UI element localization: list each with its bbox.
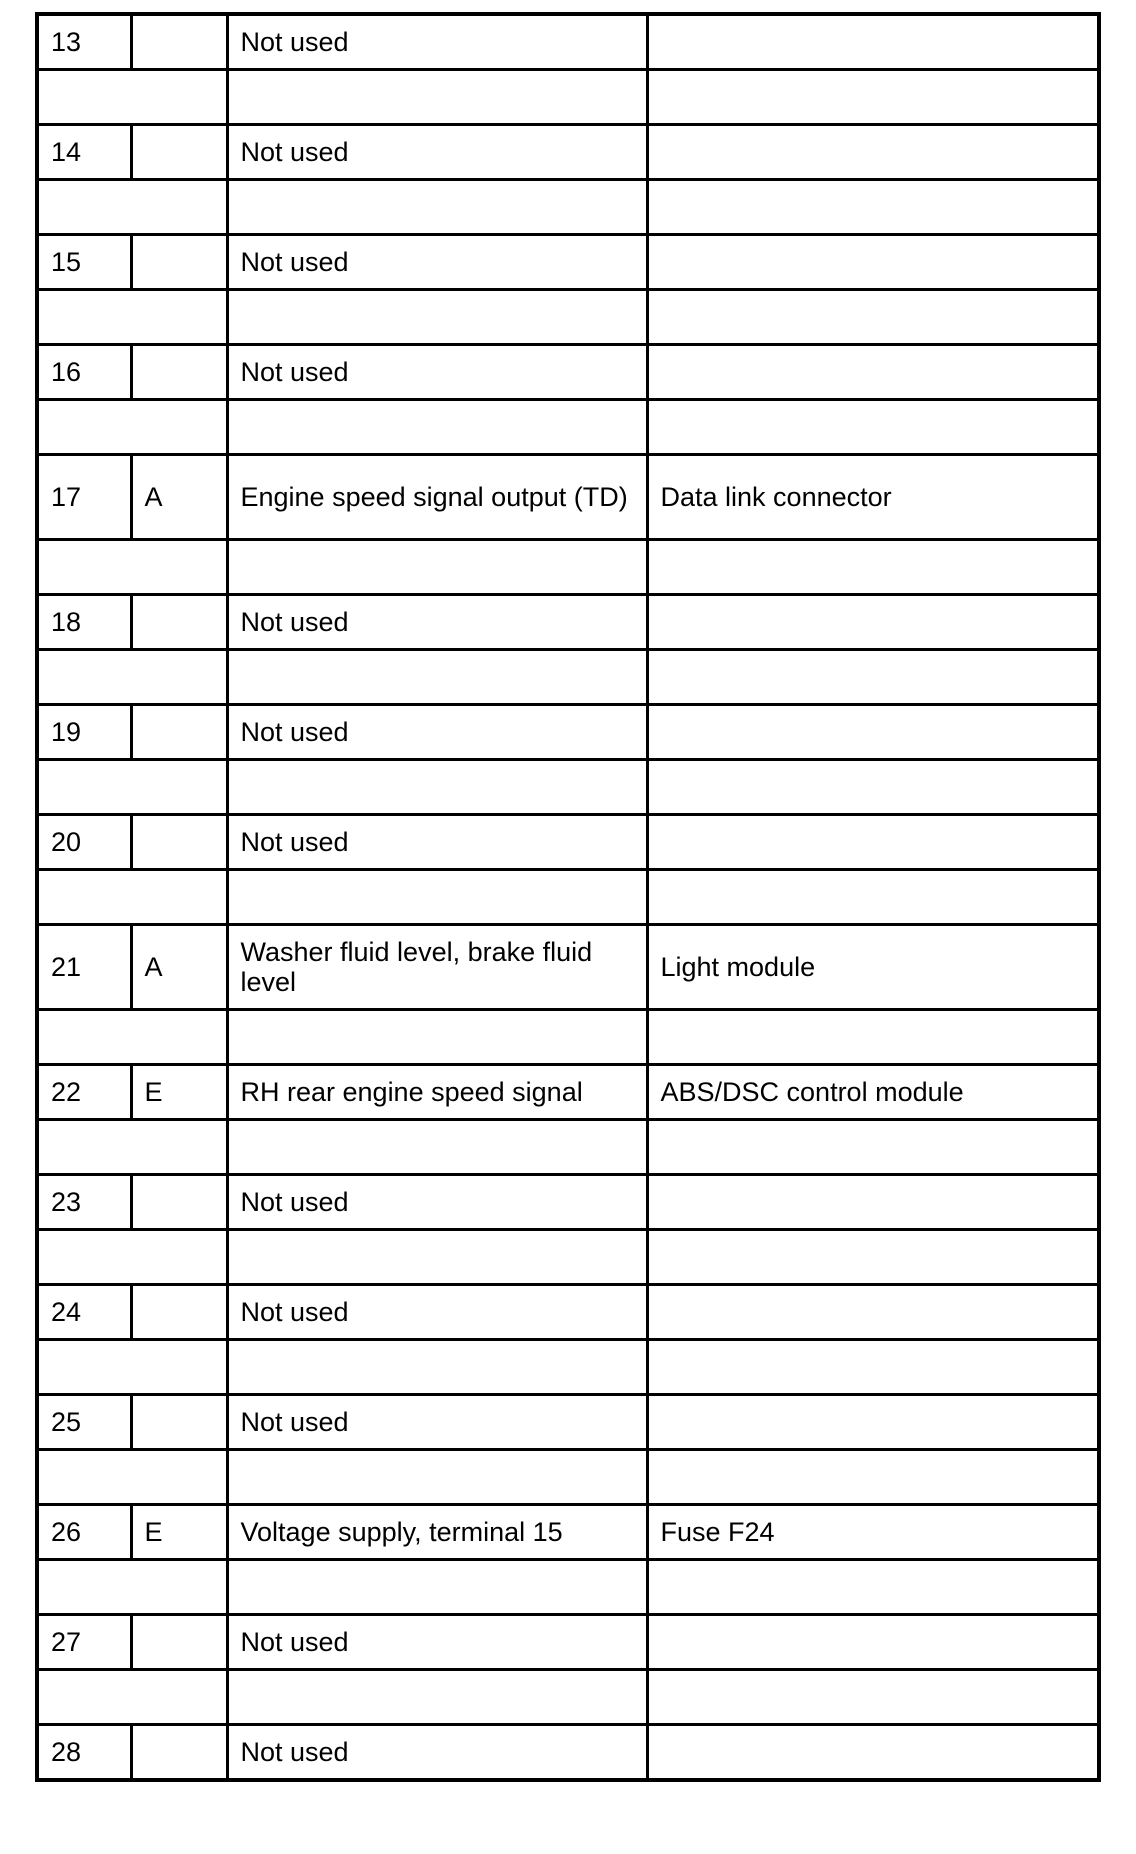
- spacer-cell: [227, 1670, 647, 1725]
- table-row: [37, 125, 1099, 180]
- spacer-cell: [37, 1340, 227, 1395]
- pin-number: 20: [37, 815, 131, 870]
- pin-connection: [647, 1725, 1099, 1781]
- spacer-cell: [647, 540, 1099, 595]
- signal-code: [131, 125, 227, 180]
- spacer-row: [37, 870, 1099, 925]
- pin-number: 14: [37, 125, 131, 180]
- spacer-row: [37, 540, 1099, 595]
- pin-connection: [647, 345, 1099, 400]
- table-row: [37, 1395, 1099, 1450]
- signal-code: [131, 815, 227, 870]
- signal-code: [131, 1285, 227, 1340]
- signal-code: [131, 1725, 227, 1781]
- spacer-cell: [647, 400, 1099, 455]
- table-row: [37, 925, 1099, 1010]
- spacer-row: [37, 1340, 1099, 1395]
- spacer-cell: [37, 1120, 227, 1175]
- pin-connection: ABS/DSC control module: [647, 1065, 1099, 1120]
- spacer-cell: [647, 70, 1099, 125]
- spacer-cell: [37, 290, 227, 345]
- pin-description: Not used: [227, 14, 647, 70]
- signal-code: [131, 345, 227, 400]
- spacer-cell: [227, 1230, 647, 1285]
- spacer-cell: [647, 870, 1099, 925]
- spacer-cell: [37, 760, 227, 815]
- spacer-row: [37, 70, 1099, 125]
- pin-connection: [647, 1615, 1099, 1670]
- signal-code: [131, 595, 227, 650]
- pin-description: Not used: [227, 1285, 647, 1340]
- pin-description: RH rear engine speed signal: [227, 1065, 647, 1120]
- signal-code: [131, 1395, 227, 1450]
- spacer-cell: [647, 1560, 1099, 1615]
- spacer-cell: [37, 180, 227, 235]
- pin-description: Engine speed signal output (TD): [227, 455, 647, 540]
- spacer-cell: [227, 540, 647, 595]
- spacer-cell: [647, 1450, 1099, 1505]
- pin-connection: [647, 1395, 1099, 1450]
- table-row: [37, 1175, 1099, 1230]
- pin-number: 19: [37, 705, 131, 760]
- spacer-row: [37, 1230, 1099, 1285]
- spacer-cell: [227, 70, 647, 125]
- pin-connection: [647, 595, 1099, 650]
- pin-number: 18: [37, 595, 131, 650]
- spacer-cell: [37, 540, 227, 595]
- signal-code: [131, 235, 227, 290]
- spacer-cell: [647, 1120, 1099, 1175]
- signal-code: [131, 1615, 227, 1670]
- spacer-row: [37, 1010, 1099, 1065]
- signal-code: E: [131, 1065, 227, 1120]
- table-row: [37, 1065, 1099, 1120]
- spacer-cell: [227, 760, 647, 815]
- pin-description: Not used: [227, 1725, 647, 1781]
- pin-table-body: [37, 14, 1099, 1780]
- spacer-cell: [227, 870, 647, 925]
- pin-connection: [647, 1175, 1099, 1230]
- spacer-cell: [37, 70, 227, 125]
- spacer-cell: [647, 1670, 1099, 1725]
- pin-connection: [647, 1285, 1099, 1340]
- spacer-cell: [227, 1560, 647, 1615]
- pin-connection: [647, 235, 1099, 290]
- pin-description: Not used: [227, 235, 647, 290]
- table-row: [37, 1615, 1099, 1670]
- table-row: [37, 235, 1099, 290]
- pin-description: Not used: [227, 1395, 647, 1450]
- table-row: [37, 455, 1099, 540]
- signal-code: [131, 705, 227, 760]
- spacer-row: [37, 760, 1099, 815]
- spacer-cell: [37, 650, 227, 705]
- pin-number: 17: [37, 455, 131, 540]
- spacer-cell: [647, 180, 1099, 235]
- pin-number: 28: [37, 1725, 131, 1781]
- signal-code: [131, 14, 227, 70]
- spacer-cell: [647, 1010, 1099, 1065]
- spacer-row: [37, 650, 1099, 705]
- spacer-cell: [227, 1010, 647, 1065]
- pin-description: Not used: [227, 705, 647, 760]
- spacer-row: [37, 1120, 1099, 1175]
- spacer-cell: [37, 1560, 227, 1615]
- pin-assignment-table: [35, 12, 1101, 1782]
- signal-code: A: [131, 925, 227, 1010]
- pin-description: Voltage supply, terminal 15: [227, 1505, 647, 1560]
- spacer-row: [37, 1450, 1099, 1505]
- spacer-cell: [37, 1450, 227, 1505]
- spacer-cell: [227, 400, 647, 455]
- table-row: [37, 345, 1099, 400]
- pin-number: 13: [37, 14, 131, 70]
- table-row: [37, 1285, 1099, 1340]
- spacer-cell: [227, 1340, 647, 1395]
- signal-code: [131, 1175, 227, 1230]
- spacer-cell: [37, 1010, 227, 1065]
- pin-connection: [647, 815, 1099, 870]
- table-row: [37, 14, 1099, 70]
- spacer-cell: [37, 400, 227, 455]
- spacer-cell: [647, 1230, 1099, 1285]
- spacer-cell: [227, 180, 647, 235]
- pin-connection: [647, 14, 1099, 70]
- pin-description: Not used: [227, 125, 647, 180]
- table-row: [37, 815, 1099, 870]
- pin-connection: Fuse F24: [647, 1505, 1099, 1560]
- pin-number: 25: [37, 1395, 131, 1450]
- pin-number: 16: [37, 345, 131, 400]
- pin-description: Not used: [227, 1175, 647, 1230]
- spacer-cell: [647, 650, 1099, 705]
- pin-description: Not used: [227, 345, 647, 400]
- spacer-cell: [37, 870, 227, 925]
- pin-description: Not used: [227, 595, 647, 650]
- pin-number: 21: [37, 925, 131, 1010]
- table-row: [37, 1725, 1099, 1781]
- pin-number: 27: [37, 1615, 131, 1670]
- pin-number: 26: [37, 1505, 131, 1560]
- pin-connection: [647, 705, 1099, 760]
- pin-number: 24: [37, 1285, 131, 1340]
- pin-description: Washer fluid level, brake fluid level: [227, 925, 647, 1010]
- spacer-row: [37, 180, 1099, 235]
- spacer-cell: [227, 1120, 647, 1175]
- spacer-cell: [227, 290, 647, 345]
- spacer-row: [37, 1670, 1099, 1725]
- spacer-cell: [37, 1230, 227, 1285]
- spacer-cell: [647, 1340, 1099, 1395]
- table-row: [37, 595, 1099, 650]
- pin-number: 15: [37, 235, 131, 290]
- pin-number: 22: [37, 1065, 131, 1120]
- spacer-cell: [227, 650, 647, 705]
- table-row: [37, 1505, 1099, 1560]
- pin-description: Not used: [227, 815, 647, 870]
- pin-number: 23: [37, 1175, 131, 1230]
- spacer-cell: [37, 1670, 227, 1725]
- pin-connection: [647, 125, 1099, 180]
- spacer-row: [37, 290, 1099, 345]
- spacer-cell: [227, 1450, 647, 1505]
- spacer-row: [37, 400, 1099, 455]
- pin-connection: Data link connector: [647, 455, 1099, 540]
- spacer-row: [37, 1560, 1099, 1615]
- spacer-cell: [647, 290, 1099, 345]
- pin-description: Not used: [227, 1615, 647, 1670]
- table-row: [37, 705, 1099, 760]
- pin-connection: Light module: [647, 925, 1099, 1010]
- signal-code: A: [131, 455, 227, 540]
- signal-code: E: [131, 1505, 227, 1560]
- spacer-cell: [647, 760, 1099, 815]
